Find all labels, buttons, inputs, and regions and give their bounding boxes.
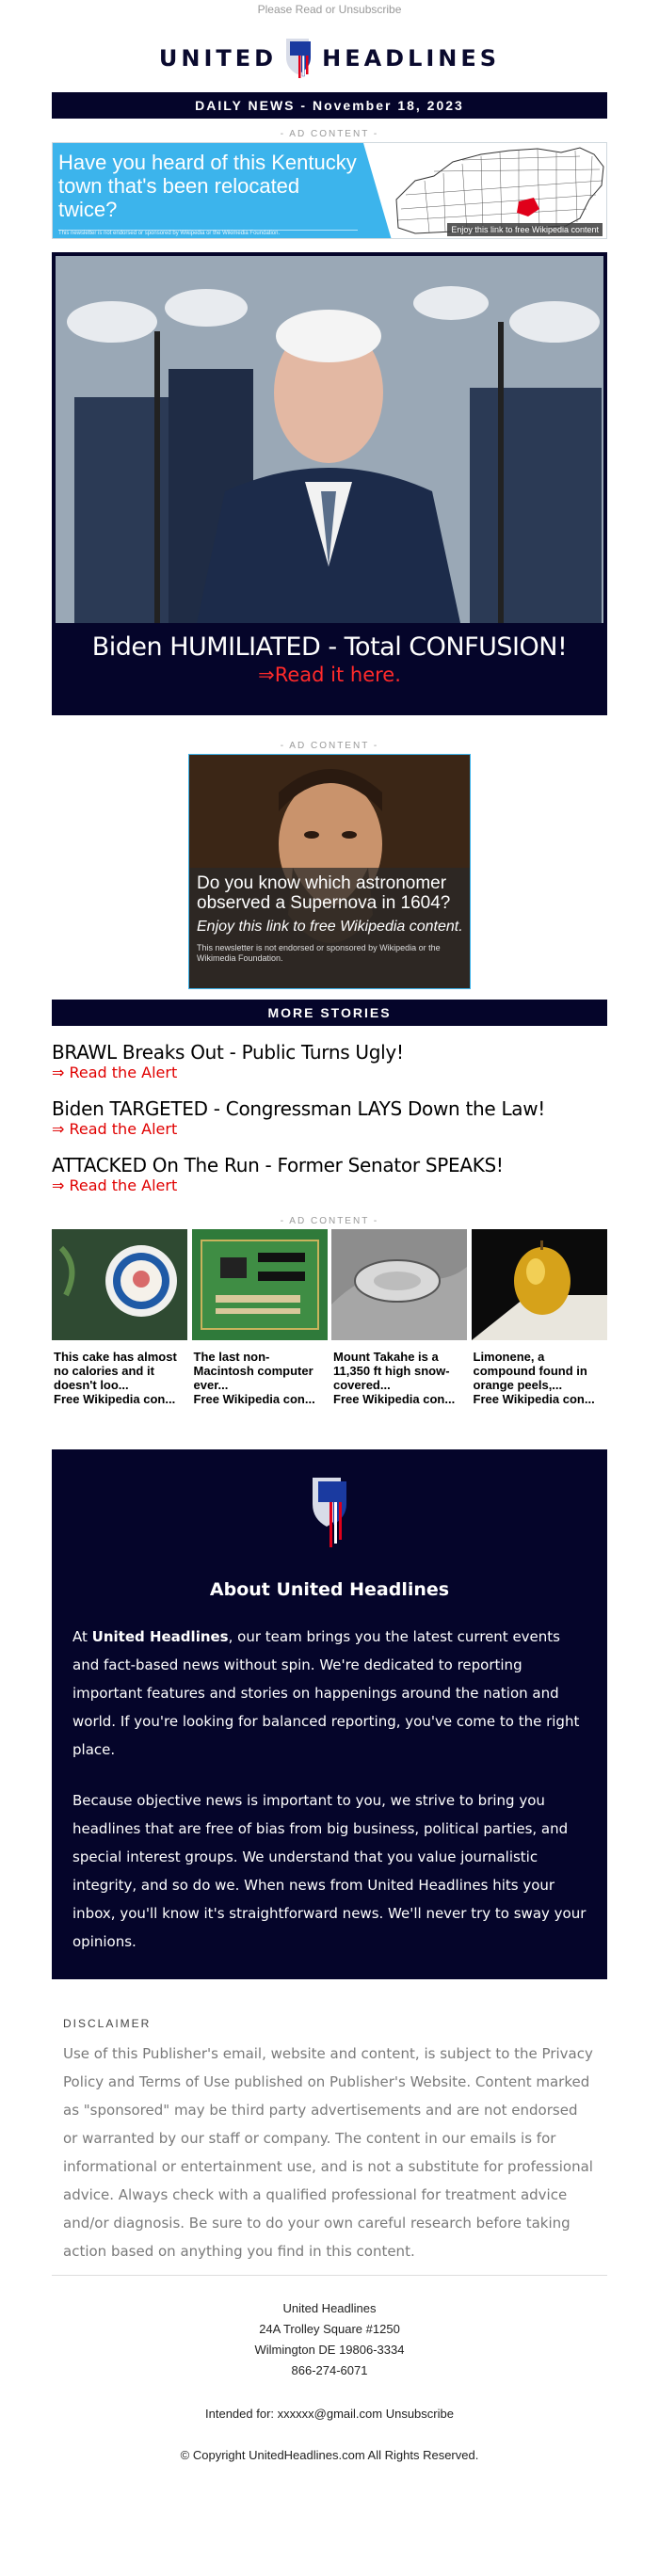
more-stories-heading: MORE STORIES bbox=[52, 1000, 607, 1026]
footer-email: xxxxxx@gmail.com bbox=[277, 2407, 383, 2421]
ad-square-question: Do you know which astronomer observed a Supernova in 1604? bbox=[197, 873, 451, 913]
story-item[interactable] bbox=[52, 1097, 607, 1139]
story-title[interactable]: ATTACKED On The Run - Former Senator SPEAKS! bbox=[52, 1154, 504, 1176]
hero-read-link[interactable]: ⇒Read it here. bbox=[258, 664, 401, 686]
footer-copyright: © Copyright UnitedHeadlines.com All Rights Reserved. bbox=[180, 2448, 479, 2462]
about-section bbox=[52, 1449, 607, 1979]
ad-label: - AD CONTENT - bbox=[280, 1216, 379, 1226]
disclaimer-section bbox=[52, 1979, 607, 2265]
mount-takahe-image bbox=[331, 1229, 467, 1340]
footer-address-line-2: Wilmington DE 19806-3334 bbox=[254, 2343, 405, 2357]
story-title[interactable]: Biden TARGETED - Congressman LAYS Down the Law! bbox=[52, 1097, 546, 1120]
story-item[interactable] bbox=[52, 1154, 607, 1195]
circuit-board-image bbox=[192, 1229, 328, 1340]
ad-tile-title: The last non-Macintosh computer ever... bbox=[193, 1350, 313, 1392]
ad-banner-headline: Have you heard of this Kentucky town that's been relocated twice? bbox=[58, 151, 357, 221]
ad-tile-source: Free Wikipedia con... bbox=[193, 1392, 315, 1406]
email-container bbox=[52, 0, 607, 2466]
ad-banner-kentucky[interactable] bbox=[52, 142, 607, 239]
story-item[interactable] bbox=[52, 1041, 607, 1082]
about-p1-pre: At bbox=[72, 1628, 92, 1645]
story-title[interactable]: BRAWL Breaks Out - Public Turns Ugly! bbox=[52, 1041, 404, 1064]
hero-headline[interactable]: Biden HUMILIATED - Total CONFUSION! bbox=[91, 632, 568, 662]
ad-tile-grid bbox=[52, 1229, 607, 1406]
ad-tile[interactable] bbox=[192, 1229, 329, 1406]
ad-square-astronomer[interactable] bbox=[188, 754, 471, 989]
ad-tile[interactable] bbox=[472, 1229, 608, 1406]
footer-phone: 866-274-6071 bbox=[291, 2363, 368, 2377]
ad-tile[interactable] bbox=[331, 1229, 468, 1406]
ad-square-caption bbox=[189, 868, 471, 988]
ad-tile-source: Free Wikipedia con... bbox=[333, 1392, 456, 1406]
hero-image bbox=[56, 256, 603, 623]
shield-logo-icon bbox=[282, 37, 316, 80]
story-link[interactable]: ⇒ Read the Alert bbox=[52, 1064, 178, 1081]
hero-story[interactable] bbox=[52, 252, 607, 715]
ad-tile-source: Free Wikipedia con... bbox=[54, 1392, 176, 1406]
preheader bbox=[52, 0, 607, 28]
footer-intended-label: Intended for: bbox=[205, 2407, 278, 2421]
ad-square-cta[interactable]: Enjoy this link to free Wikipedia content. bbox=[197, 919, 463, 935]
ad-banner-fine-print: This newsletter is not endorsed or sponsored by Wikipedia or the Wikimedia Foundation. bbox=[58, 231, 281, 236]
footer-company: United Headlines bbox=[282, 2301, 377, 2315]
about-p1-brand: United Headlines bbox=[91, 1628, 229, 1645]
about-heading: About United Headlines bbox=[209, 1579, 450, 1600]
disclaimer-heading: DISCLAIMER bbox=[63, 2017, 152, 2030]
ad-tile[interactable] bbox=[52, 1229, 188, 1406]
footer-address-line-1: 24A Trolley Square #1250 bbox=[259, 2322, 400, 2336]
disclaimer-text: Use of this Publisher's email, website and content, is subject to the Privacy Policy and Terms of Use published on Publisher's Website. Content marked as "sponsored" may be third party advertisements and are not endorsed or warranted by our staff or company. The content in our emails is for informational or entertainment use, and is not a substitute for professional advice. Always check with a qualified professional for treatment advice and/or diagnosis. Be sure to do your own careful research before taking action based on anything you find in this content. bbox=[63, 2045, 593, 2260]
footer-intended bbox=[52, 2404, 607, 2424]
ad-tile-source: Free Wikipedia con... bbox=[473, 1392, 595, 1406]
footer bbox=[52, 2298, 607, 2466]
dateline-bar: DAILY NEWS - November 18, 2023 bbox=[52, 92, 607, 119]
ad-tile-title: Limonene, a compound found in orange peels,... bbox=[473, 1350, 587, 1392]
ad-label: - AD CONTENT - bbox=[280, 129, 379, 139]
about-paragraph-2: Because objective news is important to you, we strive to bring you headlines that are free of bias from big business, political parties, and special interest groups. We understand that you value journalistic integrity, and so do we. When news from United Headlines hits your inbox, you'll know it's straightforward news. We'll never try to sway your opinions. bbox=[72, 1792, 587, 1950]
ad-tile-title: This cake has almost no calories and it doesn't loo... bbox=[54, 1350, 177, 1392]
story-link[interactable]: ⇒ Read the Alert bbox=[52, 1120, 178, 1138]
brand-right-word: HEADLINES bbox=[322, 45, 501, 72]
about-p1-rest: , our team brings you the latest current events and fact-based news without spin. We're dedicated to reporting important features and stories on happenings around the nation and world. If you're looking for balanced reporting, you've come to the right place. bbox=[72, 1628, 580, 1758]
about-paragraph-1 bbox=[72, 1623, 587, 1764]
ad-label: - AD CONTENT - bbox=[280, 741, 379, 751]
ad-square-fine-print: This newsletter is not endorsed or sponsored by Wikipedia or the Wikimedia Foundation. bbox=[197, 943, 441, 963]
hero-photo-illustration bbox=[56, 256, 603, 623]
cake-dish-image bbox=[52, 1229, 187, 1340]
ad-banner-map-caption: Enjoy this link to free Wikipedia content bbox=[447, 223, 603, 236]
brand-left-word: UNITED bbox=[158, 45, 278, 72]
preheader-link[interactable]: Please Read or Unsubscribe bbox=[257, 3, 402, 16]
lemon-image bbox=[472, 1229, 607, 1340]
brand-logo[interactable] bbox=[52, 35, 607, 82]
ad-tile-title: Mount Takahe is a 11,350 ft high snow-covered... bbox=[333, 1350, 450, 1392]
divider bbox=[52, 2275, 607, 2276]
shield-logo-icon bbox=[309, 1476, 350, 1551]
story-link[interactable]: ⇒ Read the Alert bbox=[52, 1176, 178, 1194]
unsubscribe-link[interactable]: Unsubscribe bbox=[385, 2407, 454, 2421]
